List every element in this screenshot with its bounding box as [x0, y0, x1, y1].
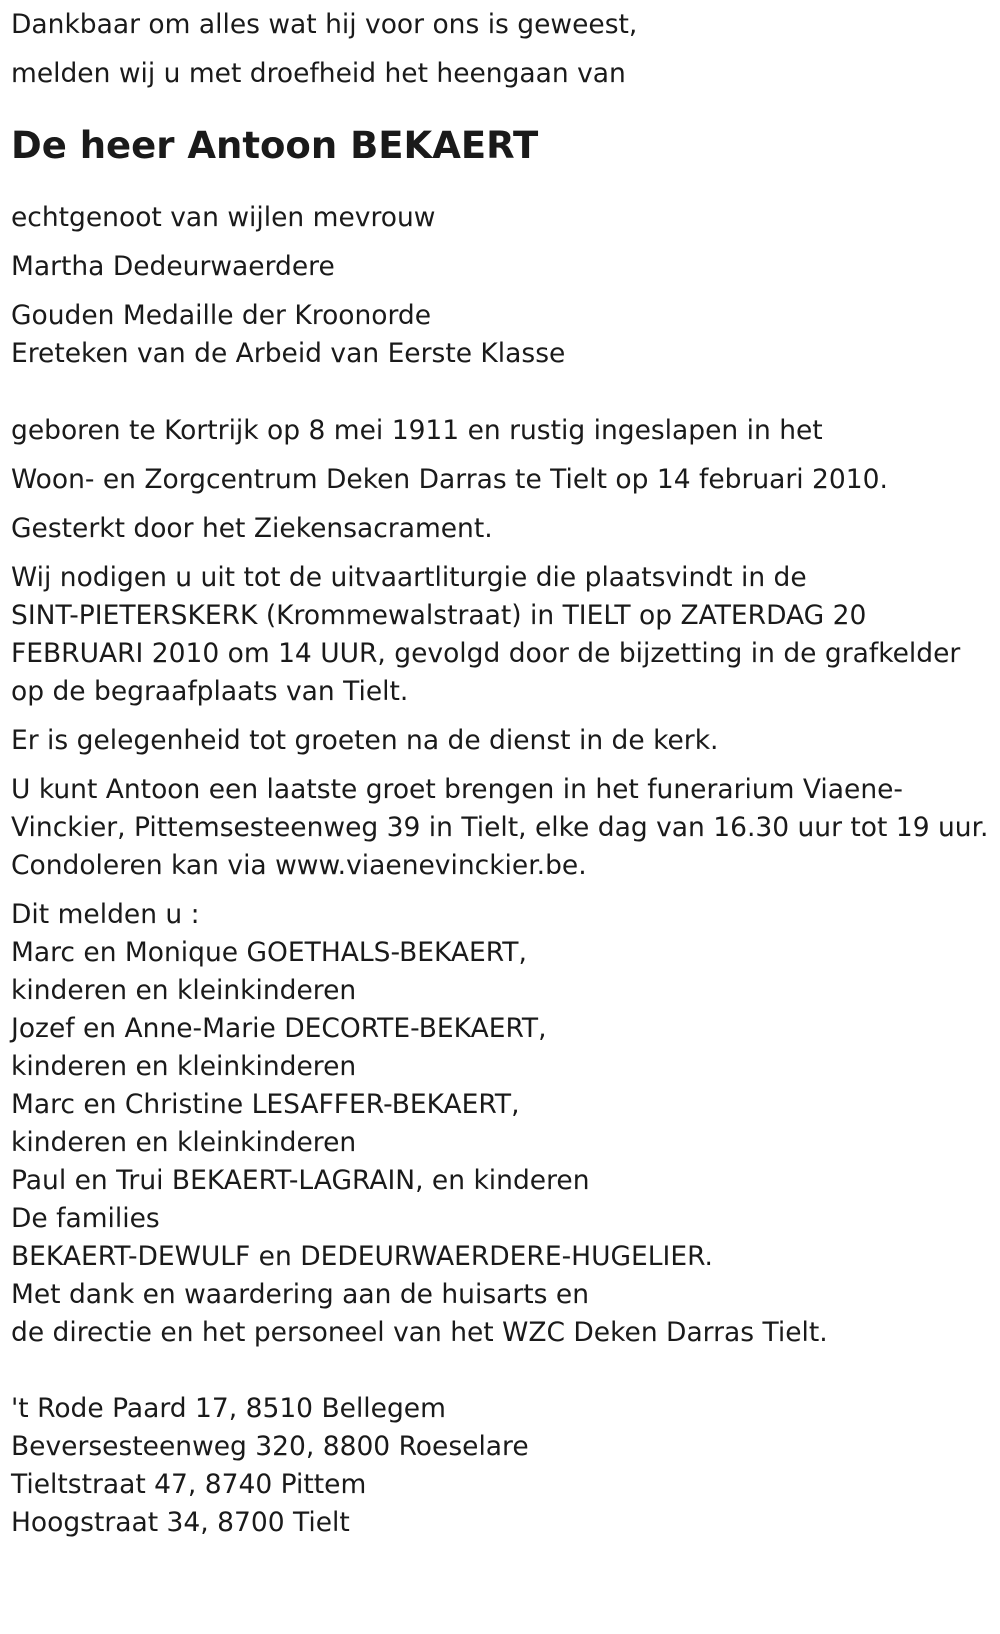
address-line: Beversesteenweg 320, 8800 Roeselare — [11, 1431, 529, 1462]
intro-section — [11, 5, 1000, 94]
visitation-line: U kunt Antoon een laatste groet brengen in het funerarium Viaene- — [11, 774, 903, 805]
funeral-line: op de begraafplaats van Tielt. — [11, 676, 409, 707]
honour-line: Ereteken van de Arbeid van Eerste Klasse — [11, 338, 566, 369]
visitation-line: Vinckier, Pittemsesteenweg 39 in Tielt, elke dag van 16.30 uur tot 19 uur. — [11, 812, 989, 843]
spouse-line: echtgenoot van wijlen mevrouw — [11, 202, 436, 233]
funeral-line: Wij nodigen u uit tot de uitvaartliturgie die plaatsvindt in de — [11, 562, 807, 593]
spouse-section — [11, 198, 1000, 287]
address-line: 't Rode Paard 17, 8510 Bellegem — [11, 1393, 446, 1424]
deceased-name-title: De heer Antoon BEKAERT — [11, 124, 539, 167]
family-line: kinderen en kleinkinderen — [11, 1127, 357, 1158]
greeting-line: Er is gelegenheid tot groeten na de dienst in de kerk. — [11, 725, 719, 756]
funeral-line: SINT-PIETERSKERK (Krommewalstraat) in TIELT op ZATERDAG 20 — [11, 600, 867, 631]
honour-line: Gouden Medaille der Kroonorde — [11, 300, 432, 331]
family-line: Dit melden u : — [11, 899, 200, 930]
family-line: Met dank en waardering aan de huisarts en — [11, 1279, 589, 1310]
address-line: Tieltstraat 47, 8740 Pittem — [11, 1469, 367, 1500]
family-line: kinderen en kleinkinderen — [11, 975, 357, 1006]
family-line: kinderen en kleinkinderen — [11, 1051, 357, 1082]
birth-death-line: Woon- en Zorgcentrum Deken Darras te Tielt op 14 februari 2010. — [11, 464, 888, 495]
family-line: Paul en Trui BEKAERT-LAGRAIN, en kinderen — [11, 1165, 590, 1196]
intro-line: melden wij u met droefheid het heengaan van — [11, 58, 626, 89]
sacrament-line: Gesterkt door het Ziekensacrament. — [11, 513, 493, 544]
family-line: Marc en Monique GOETHALS-BEKAERT, — [11, 937, 527, 968]
family-line: Marc en Christine LESAFFER-BEKAERT, — [11, 1089, 520, 1120]
visitation-section — [11, 770, 1000, 886]
address-line: Hoogstraat 34, 8700 Tielt — [11, 1507, 350, 1538]
family-line: de directie en het personeel van het WZC Deken Darras Tielt. — [11, 1317, 828, 1348]
honours-section — [11, 296, 1000, 374]
intro-line: Dankbaar om alles wat hij voor ons is geweest, — [11, 9, 638, 40]
spouse-line: Martha Dedeurwaerdere — [11, 251, 335, 282]
family-line: Jozef en Anne-Marie DECORTE-BEKAERT, — [11, 1013, 547, 1044]
addresses-section — [11, 1389, 1000, 1543]
visitation-line: Condoleren kan via www.viaenevinckier.be. — [11, 850, 587, 881]
funeral-line: FEBRUARI 2010 om 14 UUR, gevolgd door de bijzetting in de grafkelder — [11, 638, 961, 669]
family-line: De families — [11, 1203, 160, 1234]
birth-death-section — [11, 411, 1000, 500]
family-section — [11, 895, 1000, 1353]
birth-death-line: geboren te Kortrijk op 8 mei 1911 en rustig ingeslapen in het — [11, 415, 823, 446]
family-line: BEKAERT-DEWULF en DEDEURWAERDERE-HUGELIER. — [11, 1241, 713, 1272]
funeral-section — [11, 558, 1000, 712]
